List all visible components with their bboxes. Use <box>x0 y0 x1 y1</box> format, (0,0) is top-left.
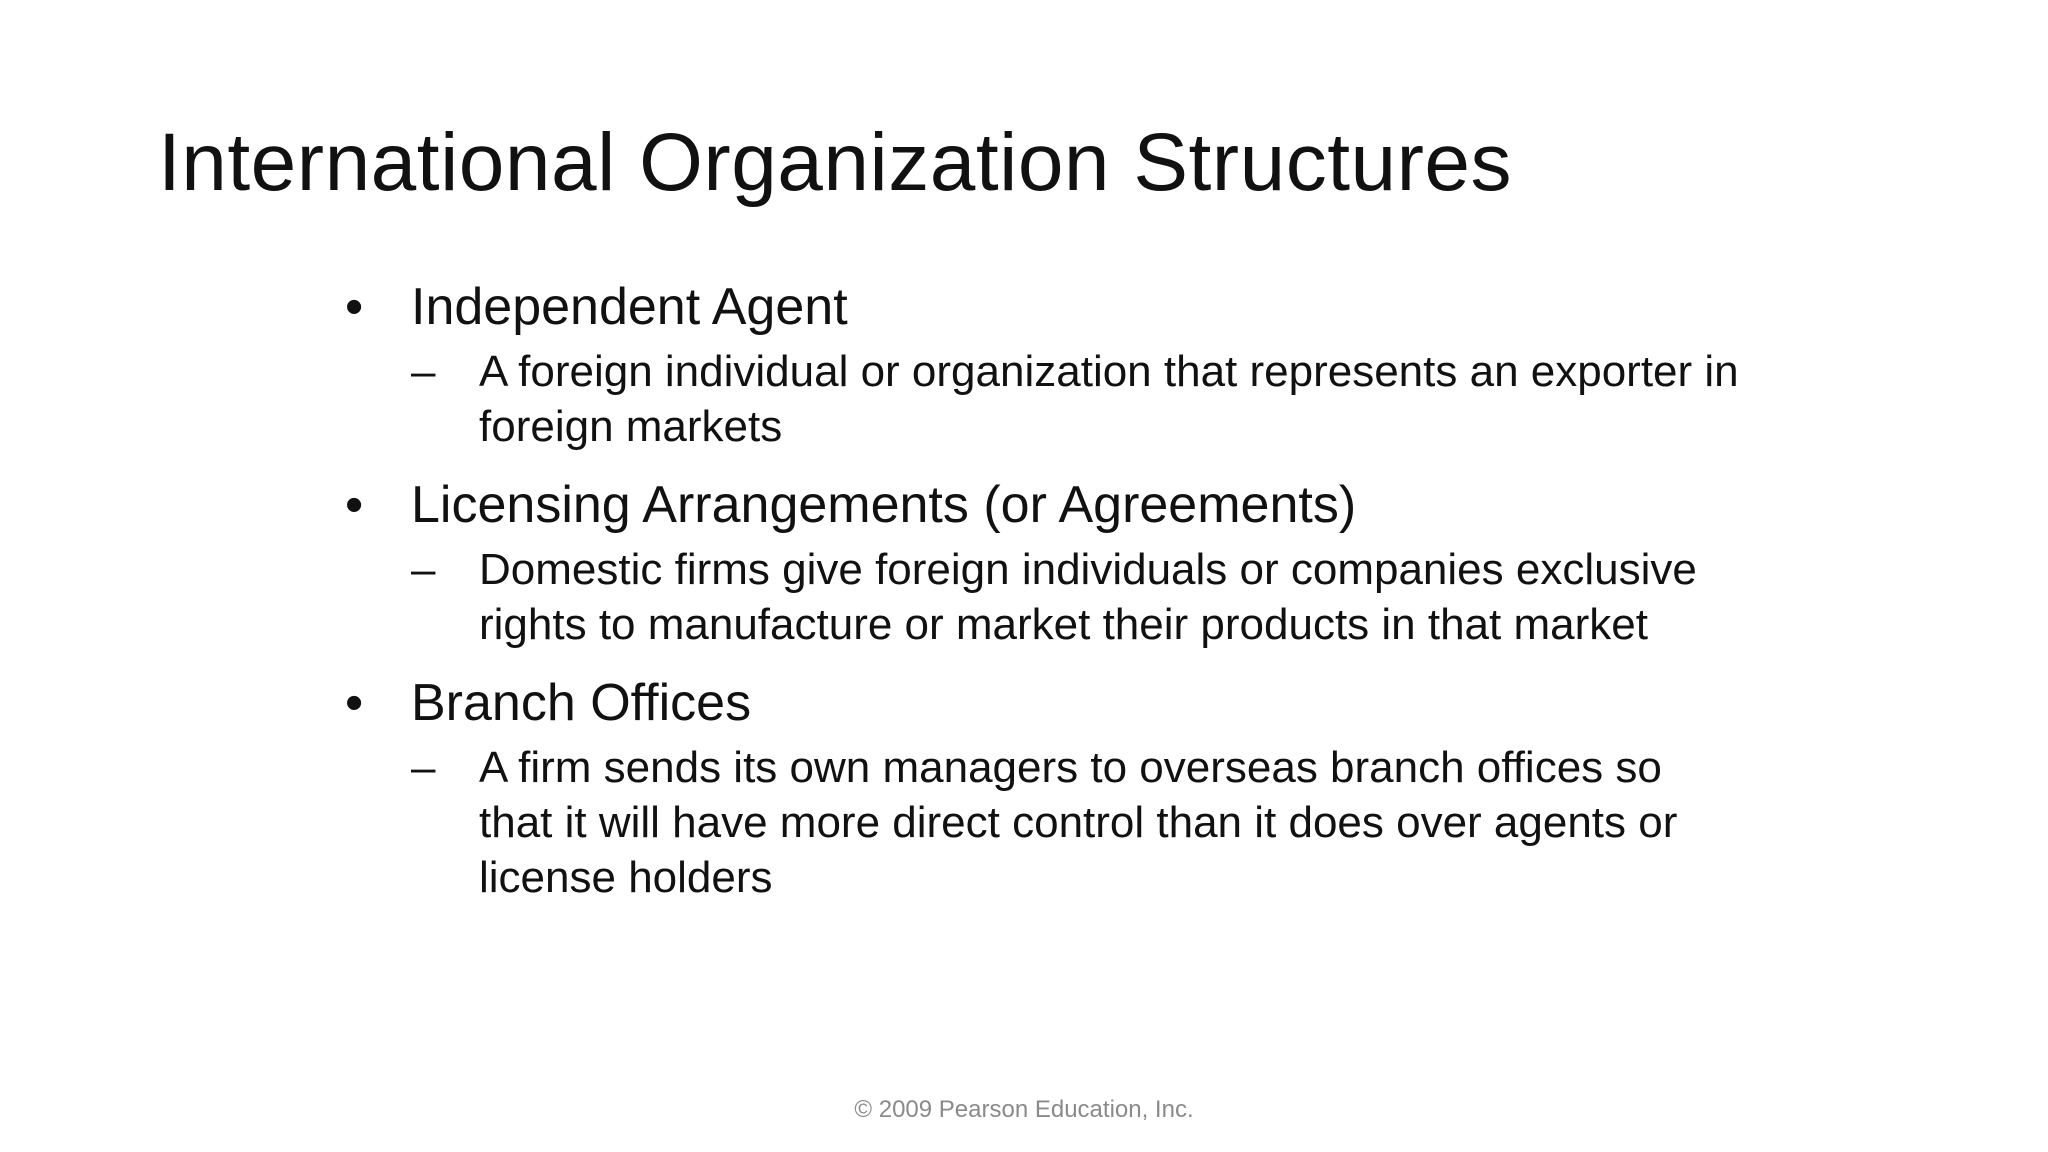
bullet-icon: • <box>345 674 364 732</box>
list-item-independent-agent <box>345 272 1745 454</box>
bullet-heading: Independent Agent <box>411 278 848 336</box>
bullet-heading-row <box>345 668 1745 738</box>
list-item-licensing-arrangements <box>345 470 1745 652</box>
bullet-heading: Licensing Arrangements (or Agreements) <box>411 476 1357 534</box>
bullet-heading: Branch Offices <box>411 674 752 732</box>
sub-bullet-text: Domestic firms give foreign individuals or companies exclusive rights to manufacture or market their products in that market <box>479 545 1697 649</box>
bullet-heading-row <box>345 272 1745 342</box>
sub-bullet-text: A foreign individual or organization that represents an exporter in foreign markets <box>479 347 1739 451</box>
dash-icon: – <box>411 347 436 396</box>
list-item-branch-offices <box>345 668 1745 905</box>
sub-bullet-row <box>411 542 1739 652</box>
sub-bullet-text: A firm sends its own managers to overseas branch offices so that it will have more direct control than it does over agents or license holders <box>479 743 1678 902</box>
slide-title: International Organization Structures <box>158 117 1513 208</box>
sub-bullet-row <box>411 344 1739 454</box>
copyright-footer: © 2009 Pearson Education, Inc. <box>854 1096 1194 1123</box>
dash-icon: – <box>411 743 436 792</box>
bullet-icon: • <box>345 278 364 336</box>
bullet-icon: • <box>345 476 364 534</box>
sub-bullet-row <box>411 740 1739 905</box>
dash-icon: – <box>411 545 436 594</box>
bullet-list <box>345 272 1745 921</box>
bullet-heading-row <box>345 470 1745 540</box>
